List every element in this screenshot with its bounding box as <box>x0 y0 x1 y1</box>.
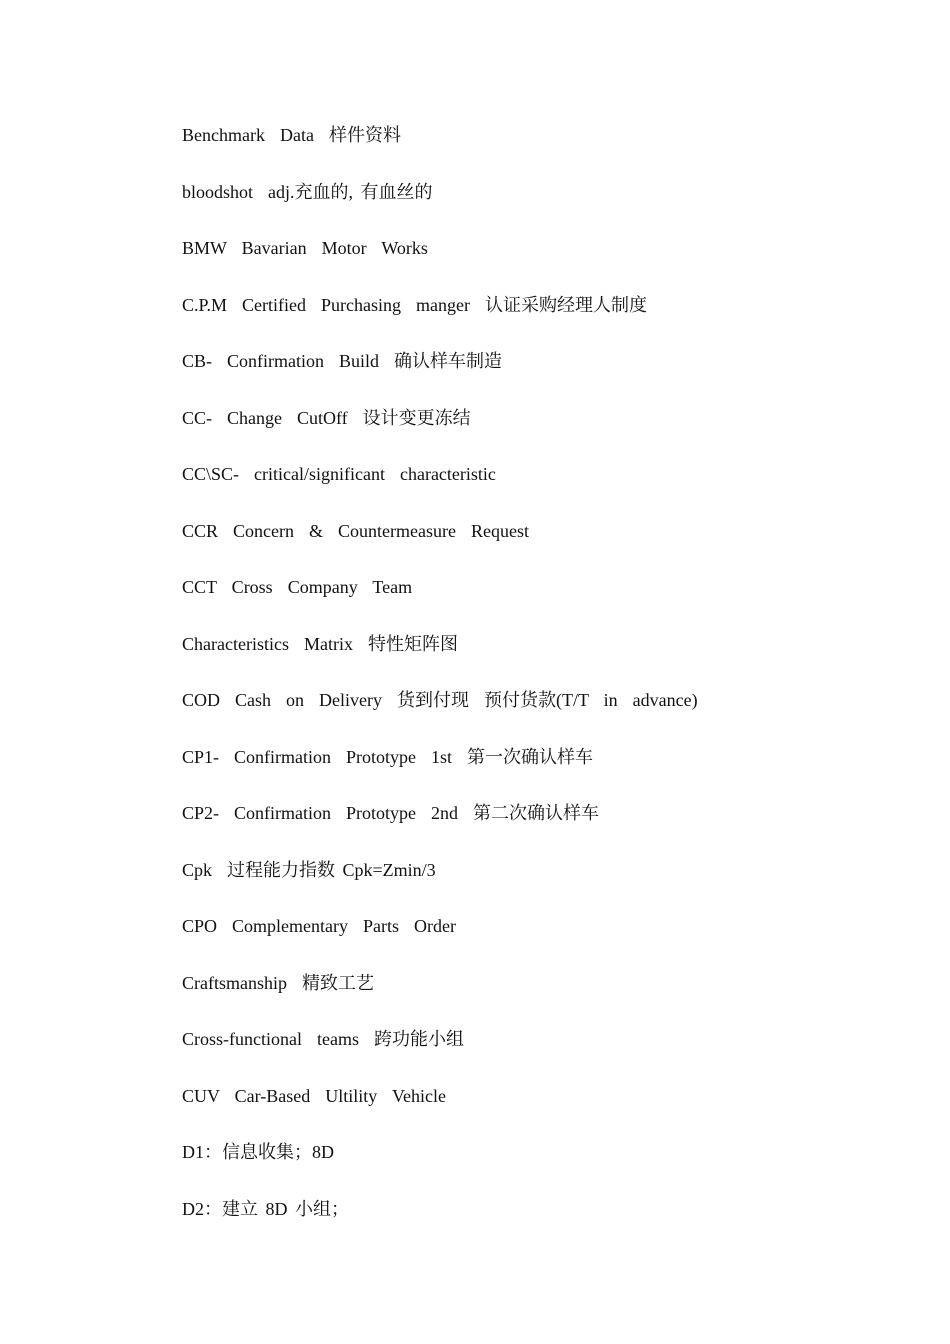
glossary-entry: Craftsmanship 精致工艺 <box>182 972 374 993</box>
glossary-entry: Cpk 过程能力指数 Cpk=Zmin/3 <box>182 859 436 880</box>
glossary-entry: Benchmark Data 样件资料 <box>182 125 401 145</box>
glossary-entry: Cross-functional teams 跨功能小组 <box>182 1029 464 1049</box>
glossary-entry: bloodshot adj.充血的, 有血丝的 <box>182 181 433 202</box>
glossary-entry: CC- Change CutOff 设计变更冻结 <box>182 407 471 428</box>
glossary-entry: C.P.M Certified Purchasing manger 认证采购经理人制度 <box>182 294 647 315</box>
glossary-entry: CCR Concern & Countermeasure Request <box>182 520 529 541</box>
glossary-entry: CCT Cross Company Team <box>182 577 413 597</box>
glossary-entry: BMW Bavarian Motor Works <box>182 238 428 258</box>
glossary-entry: D2：建立 8D 小组； <box>182 1198 349 1219</box>
glossary-entry: CC\SC- critical/significant characteristic <box>182 464 496 484</box>
glossary-entry: CPO Complementary Parts Order <box>182 916 456 936</box>
glossary-entry: Characteristics Matrix 特性矩阵图 <box>182 633 458 654</box>
glossary-entry: COD Cash on Delivery 货到付现 预付货款(T/T in advance) <box>182 690 698 710</box>
glossary-entry: CP1- Confirmation Prototype 1st 第一次确认样车 <box>182 746 593 767</box>
glossary-list <box>182 120 882 1250</box>
glossary-entry: CUV Car-Based Ultility Vehicle <box>182 1085 446 1106</box>
glossary-entry: CP2- Confirmation Prototype 2nd 第二次确认样车 <box>182 803 599 823</box>
glossary-entry: CB- Confirmation Build 确认样车制造 <box>182 351 503 371</box>
glossary-entry: D1：信息收集；8D <box>182 1142 334 1162</box>
